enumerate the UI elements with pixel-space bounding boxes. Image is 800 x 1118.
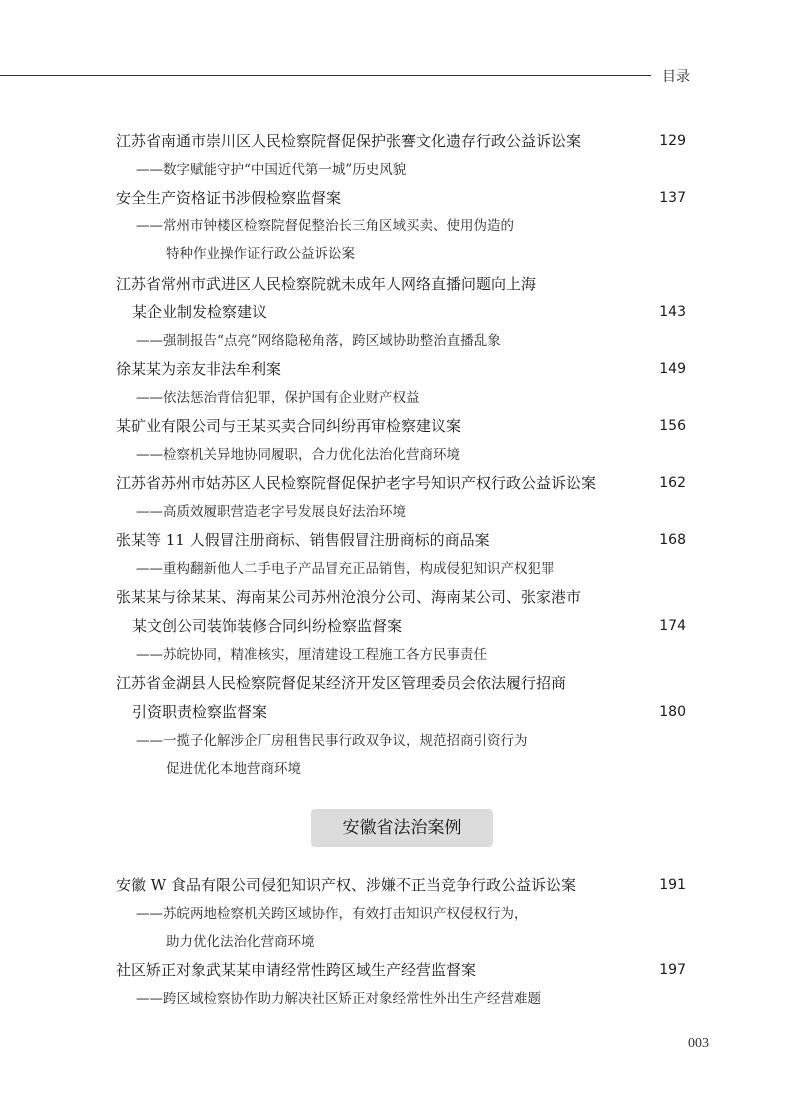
subtitle-text: ——数字赋能守护“中国近代第一城”历史风貌 [136,162,407,178]
toc-entry[interactable] [116,669,686,697]
toc-entry-title: 江苏省金湖县人民检察院督促某经济开发区管理委员会依法履行招商 [116,674,567,692]
toc-entry-subtitle [116,755,686,783]
running-header: 目录 [662,69,690,85]
toc-entry-subtitle [116,900,686,928]
toc-entry-subtitle [116,156,686,184]
subtitle-text: ——强制报告“点亮”网络隐秘角落，跨区域协助整治直播乱象 [136,333,501,349]
toc-entry-title: 安徽 W 食品有限公司侵犯知识产权、涉嫌不正当竞争行政公益诉讼案 [116,876,576,894]
subtitle-text: ——苏皖协同，精准核实，厘清建设工程施工各方民事责任 [136,647,487,663]
toc-entry[interactable] [116,526,686,554]
toc-entry-title: 引资职责检察监督案 [132,703,268,721]
toc-entry-title: 江苏省南通市崇川区人民检察院督促保护张謇文化遗存行政公益诉讼案 [116,132,582,150]
toc-entry-subtitle [116,727,686,755]
toc-entry-title: 某企业制发检察建议 [132,303,268,321]
toc-entry-title: 某矿业有限公司与王某买卖合同纠纷再审检察建议案 [116,417,462,435]
toc-entry-subtitle [116,240,686,268]
subtitle-text: ——高质效履职营造老字号发展良好法治环境 [136,504,406,520]
toc-entry-subtitle [116,985,686,1013]
toc-page-number: 129 [659,133,686,149]
toc-entry-subtitle [116,327,686,355]
toc-entry-continuation[interactable] [116,298,686,326]
toc-entry-subtitle [116,441,686,469]
toc-page-number: 180 [659,704,686,720]
toc-page-number: 143 [659,304,686,320]
toc-entry[interactable] [116,355,686,383]
subtitle-text: ——重构翻新他人二手电子产品冒充正品销售，构成侵犯知识产权犯罪 [136,561,555,577]
subtitle-text: ——一揽子化解涉企厂房租售民事行政双争议，规范招商引资行为 [136,733,528,749]
section-heading: 安徽省法治案例 [311,809,493,847]
subtitle-text: ——依法惩治背信犯罪，保护国有企业财产权益 [136,390,420,406]
toc-entry[interactable] [116,469,686,497]
subtitle-text: 促进优化本地营商环境 [166,761,301,777]
subtitle-text: ——苏皖两地检察机关跨区域协作，有效打击知识产权侵权行为， [136,906,528,922]
toc-page-number: 149 [659,361,686,377]
toc-entry-title: 某文创公司装饰装修合同纠纷检察监督案 [132,617,403,635]
toc-entry-continuation[interactable] [116,698,686,726]
toc-page-number: 191 [659,877,686,893]
toc-entry-title: 张某某与徐某某、海南某公司苏州沧浪分公司、海南某公司、张家港市 [116,588,582,606]
toc-page-number: 197 [659,962,686,978]
subtitle-text: ——常州市钟楼区检察院督促整治长三角区域买卖、使用伪造的 [136,218,514,234]
toc-entry-title: 社区矫正对象武某某申请经常性跨区域生产经营监督案 [116,961,477,979]
subtitle-text: ——检察机关异地协同履职，合力优化法治化营商环境 [136,447,460,463]
toc-entry-title: 徐某某为亲友非法牟利案 [116,360,282,378]
subtitle-text: 助力优化法治化营商环境 [166,934,315,950]
toc-entry[interactable] [116,270,686,298]
toc-page-number: 174 [659,618,686,634]
toc-entry-subtitle [116,928,686,956]
toc-page-number: 137 [659,190,686,206]
toc-entry[interactable] [116,583,686,611]
toc-entry-title: 张某等 11 人假冒注册商标、销售假冒注册商标的商品案 [116,531,490,549]
toc-entry[interactable] [116,956,686,984]
toc-entry-title: 江苏省常州市武进区人民检察院就未成年人网络直播问题向上海 [116,275,537,293]
toc-entry[interactable] [116,127,686,155]
toc-entry-title: 江苏省苏州市姑苏区人民检察院督促保护老字号知识产权行政公益诉讼案 [116,474,597,492]
toc-entry-subtitle [116,498,686,526]
toc-page-number: 156 [659,418,686,434]
toc-entry[interactable] [116,184,686,212]
toc-entry-subtitle [116,384,686,412]
subtitle-text: ——跨区域检察协作助力解决社区矫正对象经常性外出生产经营难题 [136,991,541,1007]
page-number-footer: 003 [688,1036,709,1051]
toc-entry-subtitle [116,641,686,669]
toc-entry-title: 安全生产资格证书涉假检察监督案 [116,189,342,207]
toc-entry-continuation[interactable] [116,612,686,640]
toc-entry-subtitle [116,555,686,583]
toc-entry-subtitle [116,212,686,240]
subtitle-text: 特种作业操作证行政公益诉讼案 [166,246,355,262]
toc-page-number: 162 [659,475,686,491]
toc-entry[interactable] [116,871,686,899]
toc-entry[interactable] [116,412,686,440]
toc-page-number: 168 [659,532,686,548]
